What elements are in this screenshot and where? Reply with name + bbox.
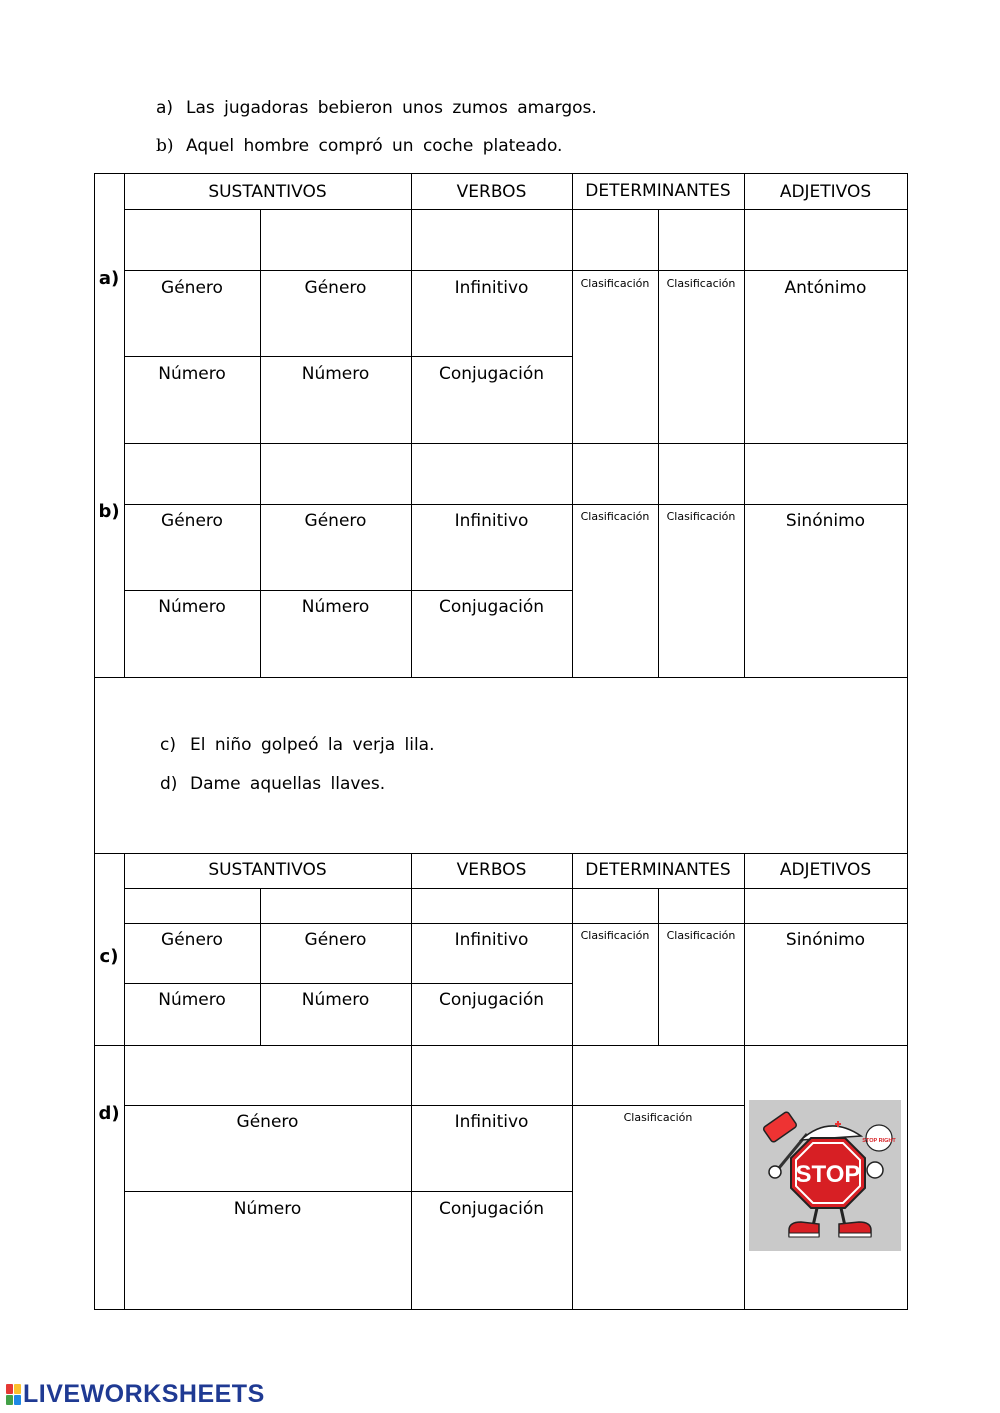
header-adjetivos-2: ADJETIVOS	[779, 860, 872, 880]
sentence-c-label: c)	[160, 735, 176, 755]
sentence-c-text: El niño golpeó la verja lila.	[190, 735, 435, 755]
c-sinonimo: Sinónimo	[785, 930, 866, 950]
sentence-d-label: d)	[160, 774, 178, 794]
bubble-text: STOP RIGHT	[862, 1138, 896, 1144]
header-sustantivos: SUSTANTIVOS	[208, 182, 327, 202]
row-label-c: c)	[99, 946, 119, 967]
sentence-d	[160, 774, 385, 794]
liveworksheets-logo	[6, 1380, 265, 1409]
header-determinantes-2: DETERMINANTES	[585, 860, 731, 880]
a-infinitivo: Infinitivo	[454, 278, 529, 298]
b-sinonimo: Sinónimo	[785, 511, 866, 531]
d-clasificacion: Clasificación	[623, 1111, 693, 1124]
b-infinitivo: Infinitivo	[454, 511, 529, 531]
a-genero-2: Género	[304, 278, 367, 298]
b-conjugacion: Conjugación	[439, 597, 544, 617]
header-verbos-2: VERBOS	[456, 860, 527, 880]
stop-sign-text: STOP	[795, 1161, 861, 1188]
sentence-c	[160, 735, 435, 755]
c-infinitivo: Infinitivo	[454, 930, 529, 950]
b-numero-2: Número	[301, 597, 370, 617]
c-clasificacion-2: Clasificación	[666, 929, 736, 942]
sentence-b-label: b)	[156, 136, 174, 156]
c-genero-1: Género	[161, 930, 223, 950]
a-conjugacion: Conjugación	[439, 364, 544, 384]
b-numero-1: Número	[158, 597, 226, 617]
c-genero-2: Género	[304, 930, 367, 950]
header-adjetivos: ADJETIVOS	[779, 182, 872, 202]
d-numero: Número	[233, 1199, 302, 1219]
c-numero-2: Número	[301, 990, 370, 1010]
brand-name: LIVEWORKSHEETS	[23, 1380, 265, 1408]
d-conjugacion: Conjugación	[439, 1199, 544, 1219]
row-label-a: a)	[98, 268, 120, 289]
c-clasificacion-1: Clasificación	[580, 929, 650, 942]
sentence-a-label: a)	[156, 98, 174, 118]
d-infinitivo: Infinitivo	[454, 1112, 529, 1132]
b-genero-1: Género	[161, 511, 223, 531]
a-antonimo: Antónimo	[784, 278, 867, 298]
header-determinantes: DETERMINANTES	[585, 181, 731, 201]
liveworksheets-logo-icon	[6, 1384, 21, 1405]
a-numero-2: Número	[301, 364, 370, 384]
sentence-a-text: Las jugadoras bebieron unos zumos amargos.	[186, 98, 597, 118]
stop-sign-icon	[749, 1100, 901, 1251]
d-genero: Género	[236, 1112, 299, 1132]
c-conjugacion: Conjugación	[439, 990, 544, 1010]
sentence-b	[156, 136, 562, 156]
row-label-d: d)	[98, 1103, 120, 1124]
a-clasificacion-2: Clasificación	[666, 277, 736, 290]
header-verbos: VERBOS	[456, 182, 527, 202]
c-numero-1: Número	[158, 990, 226, 1010]
row-label-b: b)	[98, 501, 120, 522]
b-genero-2: Género	[304, 511, 367, 531]
sentence-b-text: Aquel hombre compró un coche plateado.	[186, 136, 563, 156]
a-numero-1: Número	[158, 364, 226, 384]
b-clasificacion-2: Clasificación	[666, 510, 736, 523]
sentence-a	[156, 98, 597, 118]
b-clasificacion-1: Clasificación	[580, 510, 650, 523]
sentence-d-text: Dame aquellas llaves.	[190, 774, 386, 794]
a-genero-1: Género	[161, 278, 223, 298]
a-clasificacion-1: Clasificación	[580, 277, 650, 290]
stop-sign-illustration	[749, 1100, 901, 1251]
header-sustantivos-2: SUSTANTIVOS	[208, 860, 327, 880]
